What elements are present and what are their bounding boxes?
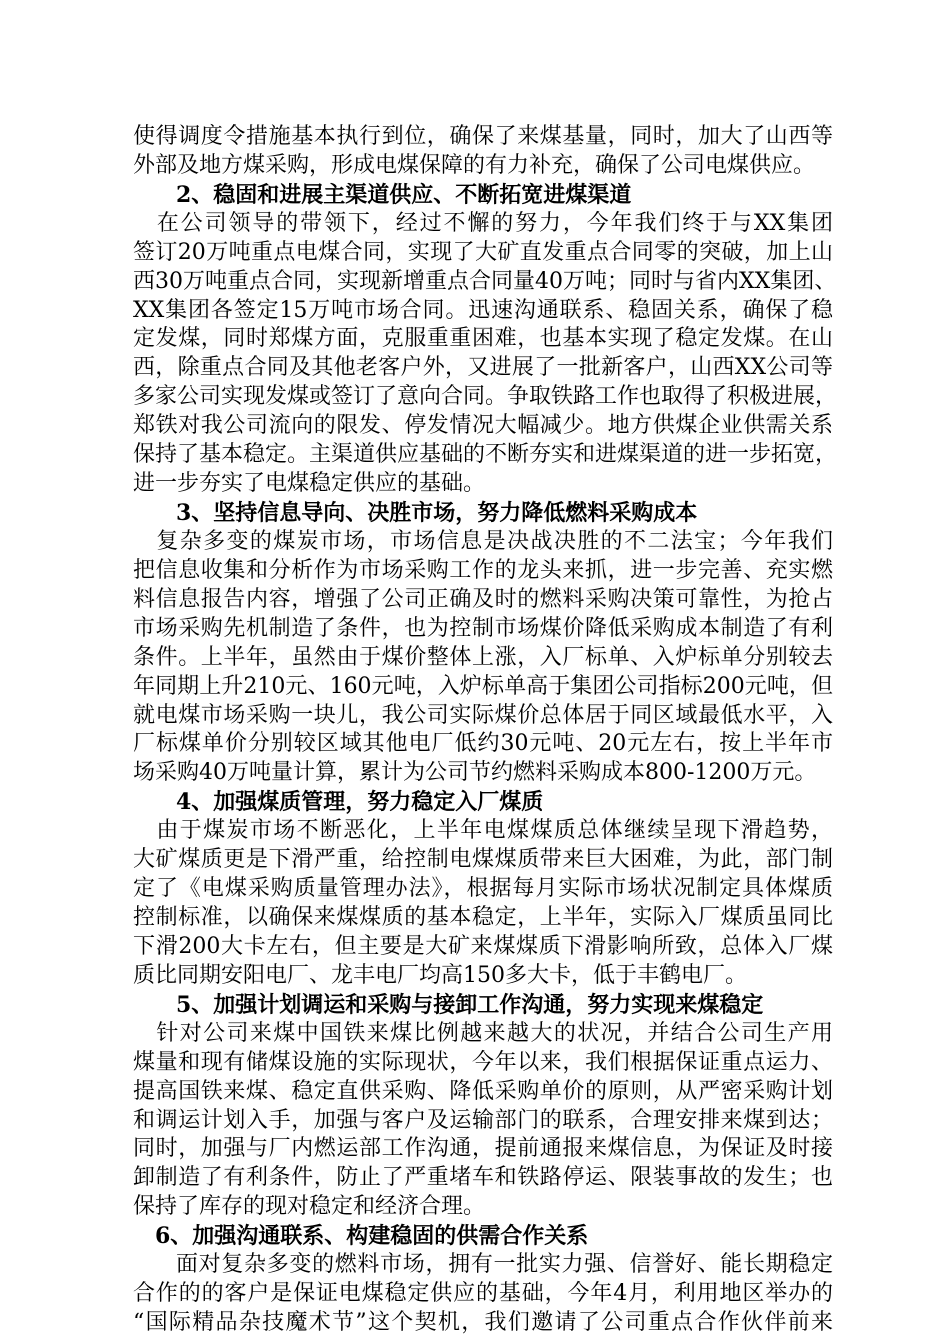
paragraph-line: 针对公司来煤中国铁来煤比例越来越大的状况，并结合公司生产用: [133, 1021, 833, 1046]
paragraph-line: 提高国铁来煤、稳定直供采购、降低采购单价的原则，从严密采购计划: [133, 1079, 833, 1104]
paragraph-line: 就电煤市场采购一块儿，我公司实际煤价总体居于同区域最低水平，入: [133, 703, 833, 728]
paragraph-line: 质比同期安阳电厂、龙丰电厂均高150多大卡，低于丰鹤电厂。: [133, 963, 747, 988]
paragraph-line: “国际精品杂技魔术节”这个契机，我们邀请了公司重点合作伙伴前来: [133, 1310, 833, 1335]
paragraph-line: 保持了基本稳定。主渠道供应基础的不断夯实和进煤渠道的进一步拓宽，: [133, 442, 838, 467]
paragraph-line: 料信息报告内容，增强了公司正确及时的燃料采购决策可靠性，为抢占: [133, 587, 833, 612]
section-heading: 5、加强计划调运和采购与接卸工作沟通，努力实现来煤稳定: [176, 992, 764, 1018]
paragraph-line: 郑铁对我公司流向的限发、停发情况大幅减少。地方供煤企业供需关系: [133, 413, 833, 438]
paragraph-line: 面对复杂多变的燃料市场，拥有一批实力强、信誉好、能长期稳定: [176, 1252, 833, 1277]
paragraph-line: 西30万吨重点合同，实现新增重点合同量40万吨；同时与省内XX集团、: [133, 269, 837, 294]
paragraph-line: 西，除重点合同及其他老客户外，又进展了一批新客户，山西XX公司等: [133, 355, 833, 380]
section-heading: 3、坚持信息导向、决胜市场，努力降低燃料采购成本: [176, 500, 698, 526]
paragraph-line: 同时，加强与厂内燃运部工作沟通，提前通报来煤信息，为保证及时接: [133, 1136, 833, 1161]
paragraph-line: 定了《电煤采购质量管理办法》，根据每月实际市场状况制定具体煤质: [133, 876, 833, 901]
paragraph-line: 签订20万吨重点电煤合同，实现了大矿直发重点合同零的突破，加上山: [133, 240, 833, 265]
paragraph-line: 复杂多变的煤炭市场，市场信息是决战决胜的不二法宝；今年我们: [133, 529, 833, 554]
paragraph-line: 定发煤，同时郑煤方面，克服重重困难，也基本实现了稳定发煤。在山: [133, 326, 833, 351]
section-heading: 4、加强煤质管理，努力稳定入厂煤质: [176, 789, 544, 815]
paragraph-line: 保持了库存的现对稳定和经济合理。: [133, 1194, 486, 1219]
paragraph-line: 场采购40万吨量计算，累计为公司节约燃料采购成本800-1200万元。: [133, 760, 817, 785]
paragraph-line: 市场采购先机制造了条件，也为控制市场煤价降低采购成本制造了有利: [133, 616, 833, 641]
paragraph-line: 把信息收集和分析作为市场采购工作的龙头来抓，进一步完善、充实燃: [133, 558, 833, 583]
paragraph-line: 在公司领导的带领下，经过不懈的努力，今年我们终于与XX集团: [133, 211, 833, 236]
paragraph-line: 年同期上升210元、160元吨，入炉标单高于集团公司指标200元吨，但: [133, 674, 833, 699]
section-heading: 6、加强沟通联系、构建稳固的供需合作关系: [155, 1223, 589, 1249]
paragraph-line: 外部及地方煤采购，形成电煤保障的有力补充，确保了公司电煤供应。: [133, 153, 816, 178]
paragraph-line: 和调运计划入手，加强与客户及运输部门的联系，合理安排来煤到达；: [133, 1108, 833, 1133]
paragraph-line: 合作的的客户是保证电煤稳定供应的基础，今年4月，利用地区举办的: [133, 1281, 833, 1306]
paragraph-line: 条件。上半年，虽然由于煤价整体上涨，入厂标单、入炉标单分别较去: [133, 645, 833, 670]
paragraph-line: 进一步夯实了电煤稳定供应的基础。: [133, 471, 486, 496]
paragraph-line: 大矿煤质更是下滑严重，给控制电煤煤质带来巨大困难，为此，部门制: [133, 847, 833, 872]
paragraph-line: XX集团各签定15万吨市场合同。迅速沟通联系、稳固关系，确保了稳: [133, 298, 833, 323]
paragraph-line: 煤量和现有储煤设施的实际现状，今年以来，我们根据保证重点运力、: [133, 1050, 833, 1075]
paragraph-line: 下滑200大卡左右，但主要是大矿来煤煤质下滑影响所致，总体入厂煤: [133, 934, 833, 959]
paragraph-line: 由于煤炭市场不断恶化，上半年电煤煤质总体继续呈现下滑趋势，: [133, 818, 833, 843]
paragraph-line: 多家公司实现发煤或签订了意向合同。争取铁路工作也取得了积极进展，: [133, 384, 838, 409]
section-heading: 2、稳固和进展主渠道供应、不断拓宽进煤渠道: [176, 182, 632, 208]
paragraph-line: 厂标煤单价分别较区域其他电厂低约30元吨、20元左右，按上半年市: [133, 731, 833, 756]
paragraph-line: 卸制造了有利条件，防止了严重堵车和铁路停运、限装事故的发生；也: [133, 1165, 833, 1190]
paragraph-line: 使得调度令措施基本执行到位，确保了来煤基量，同时，加大了山西等: [133, 124, 833, 149]
paragraph-line: 控制标准，以确保来煤煤质的基本稳定，上半年，实际入厂煤质虽同比: [133, 905, 833, 930]
